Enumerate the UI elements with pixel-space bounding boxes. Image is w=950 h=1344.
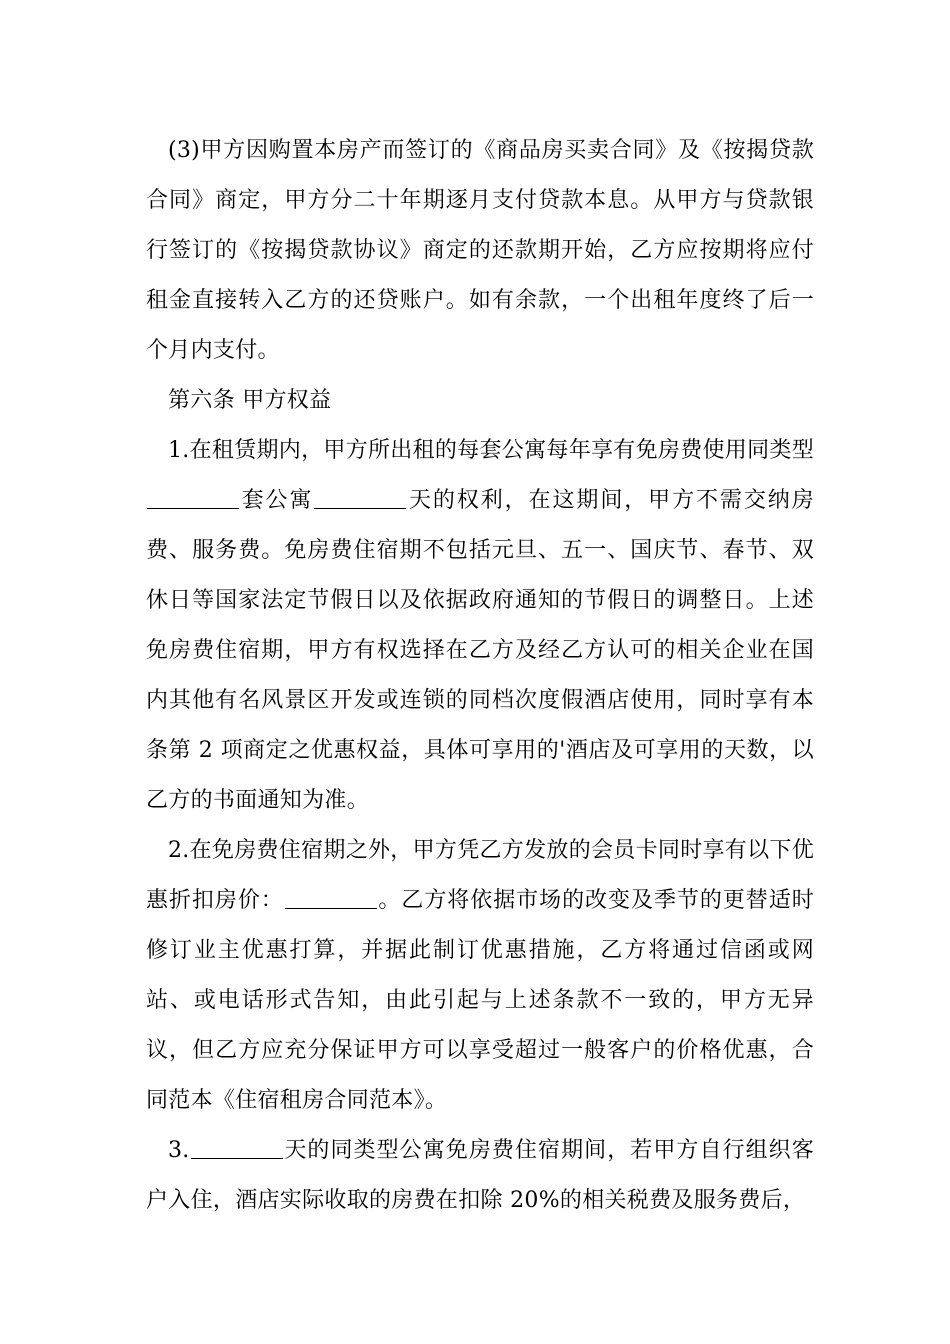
item-3-text-b: 天的同类型公寓免房费住宿期间，若甲方自行组织客户入住，酒店实际收取的房费在扣除 20%的相关税费及服务费后， bbox=[146, 1138, 814, 1213]
blank-line-discount-price bbox=[285, 888, 377, 909]
article-6-heading-text: 第六条 甲方权益 bbox=[168, 388, 332, 413]
blank-line-days bbox=[314, 488, 406, 509]
item-3-text-a: 3. bbox=[168, 1138, 190, 1163]
document-page bbox=[146, 126, 814, 1226]
blank-line-apartment-count bbox=[147, 488, 239, 509]
item-2-text-a: 2.在免房费住宿期之外，甲方凭乙方发放的会员卡同时享有以下优惠折扣房价： bbox=[146, 838, 814, 913]
item-1-text-a: 1.在租赁期内，甲方所出租的每套公寓每年享有免房费使用同类型 bbox=[168, 438, 814, 463]
item-1-text-c: 天的权利，在这期间，甲方不需交纳房费、服务费。免房费住宿期不包括元旦、五一、国庆节、春节、双休日等国家法定节假日以及依据政府通知的节假日的调整日。上述免房费住宿期，甲方有权选择在乙方及经乙方认可的相关企业在国内其他有名风景区开发或连锁的同档次度假酒店使用，同时享有本条第 2 项商定之优惠权益，具体可享用的'酒店及可享用的天数，以乙方的书面通知为准。 bbox=[146, 488, 814, 813]
item-1-text-b: 套公寓 bbox=[240, 488, 314, 513]
paragraph-3-text: (3)甲方因购置本房产而签订的《商品房买卖合同》及《按揭贷款合同》商定，甲方分二十年期逐月支付贷款本息。从甲方与贷款银行签订的《按揭贷款协议》商定的还款期开始，乙方应按期将应付租金直接转入乙方的还贷账户。如有余款，一个出租年度终了后一个月内支付。 bbox=[146, 138, 814, 363]
item-3-paragraph bbox=[146, 1126, 814, 1226]
blank-line-free-days bbox=[191, 1138, 283, 1159]
item-2-paragraph bbox=[146, 826, 814, 1126]
item-2-text-b: 。乙方将依据市场的改变及季节的更替适时修订业主优惠打算，并据此制订优惠措施，乙方将通过信函或网站、或电话形式告知，由此引起与上述条款不一致的，甲方无异议，但乙方应充分保证甲方可以享受超过一般客户的价格优惠，合同范本《住宿租房合同范本》。 bbox=[146, 888, 814, 1113]
paragraph-3-payment bbox=[146, 126, 814, 376]
item-1-paragraph bbox=[146, 426, 814, 826]
article-6-heading bbox=[146, 376, 814, 426]
